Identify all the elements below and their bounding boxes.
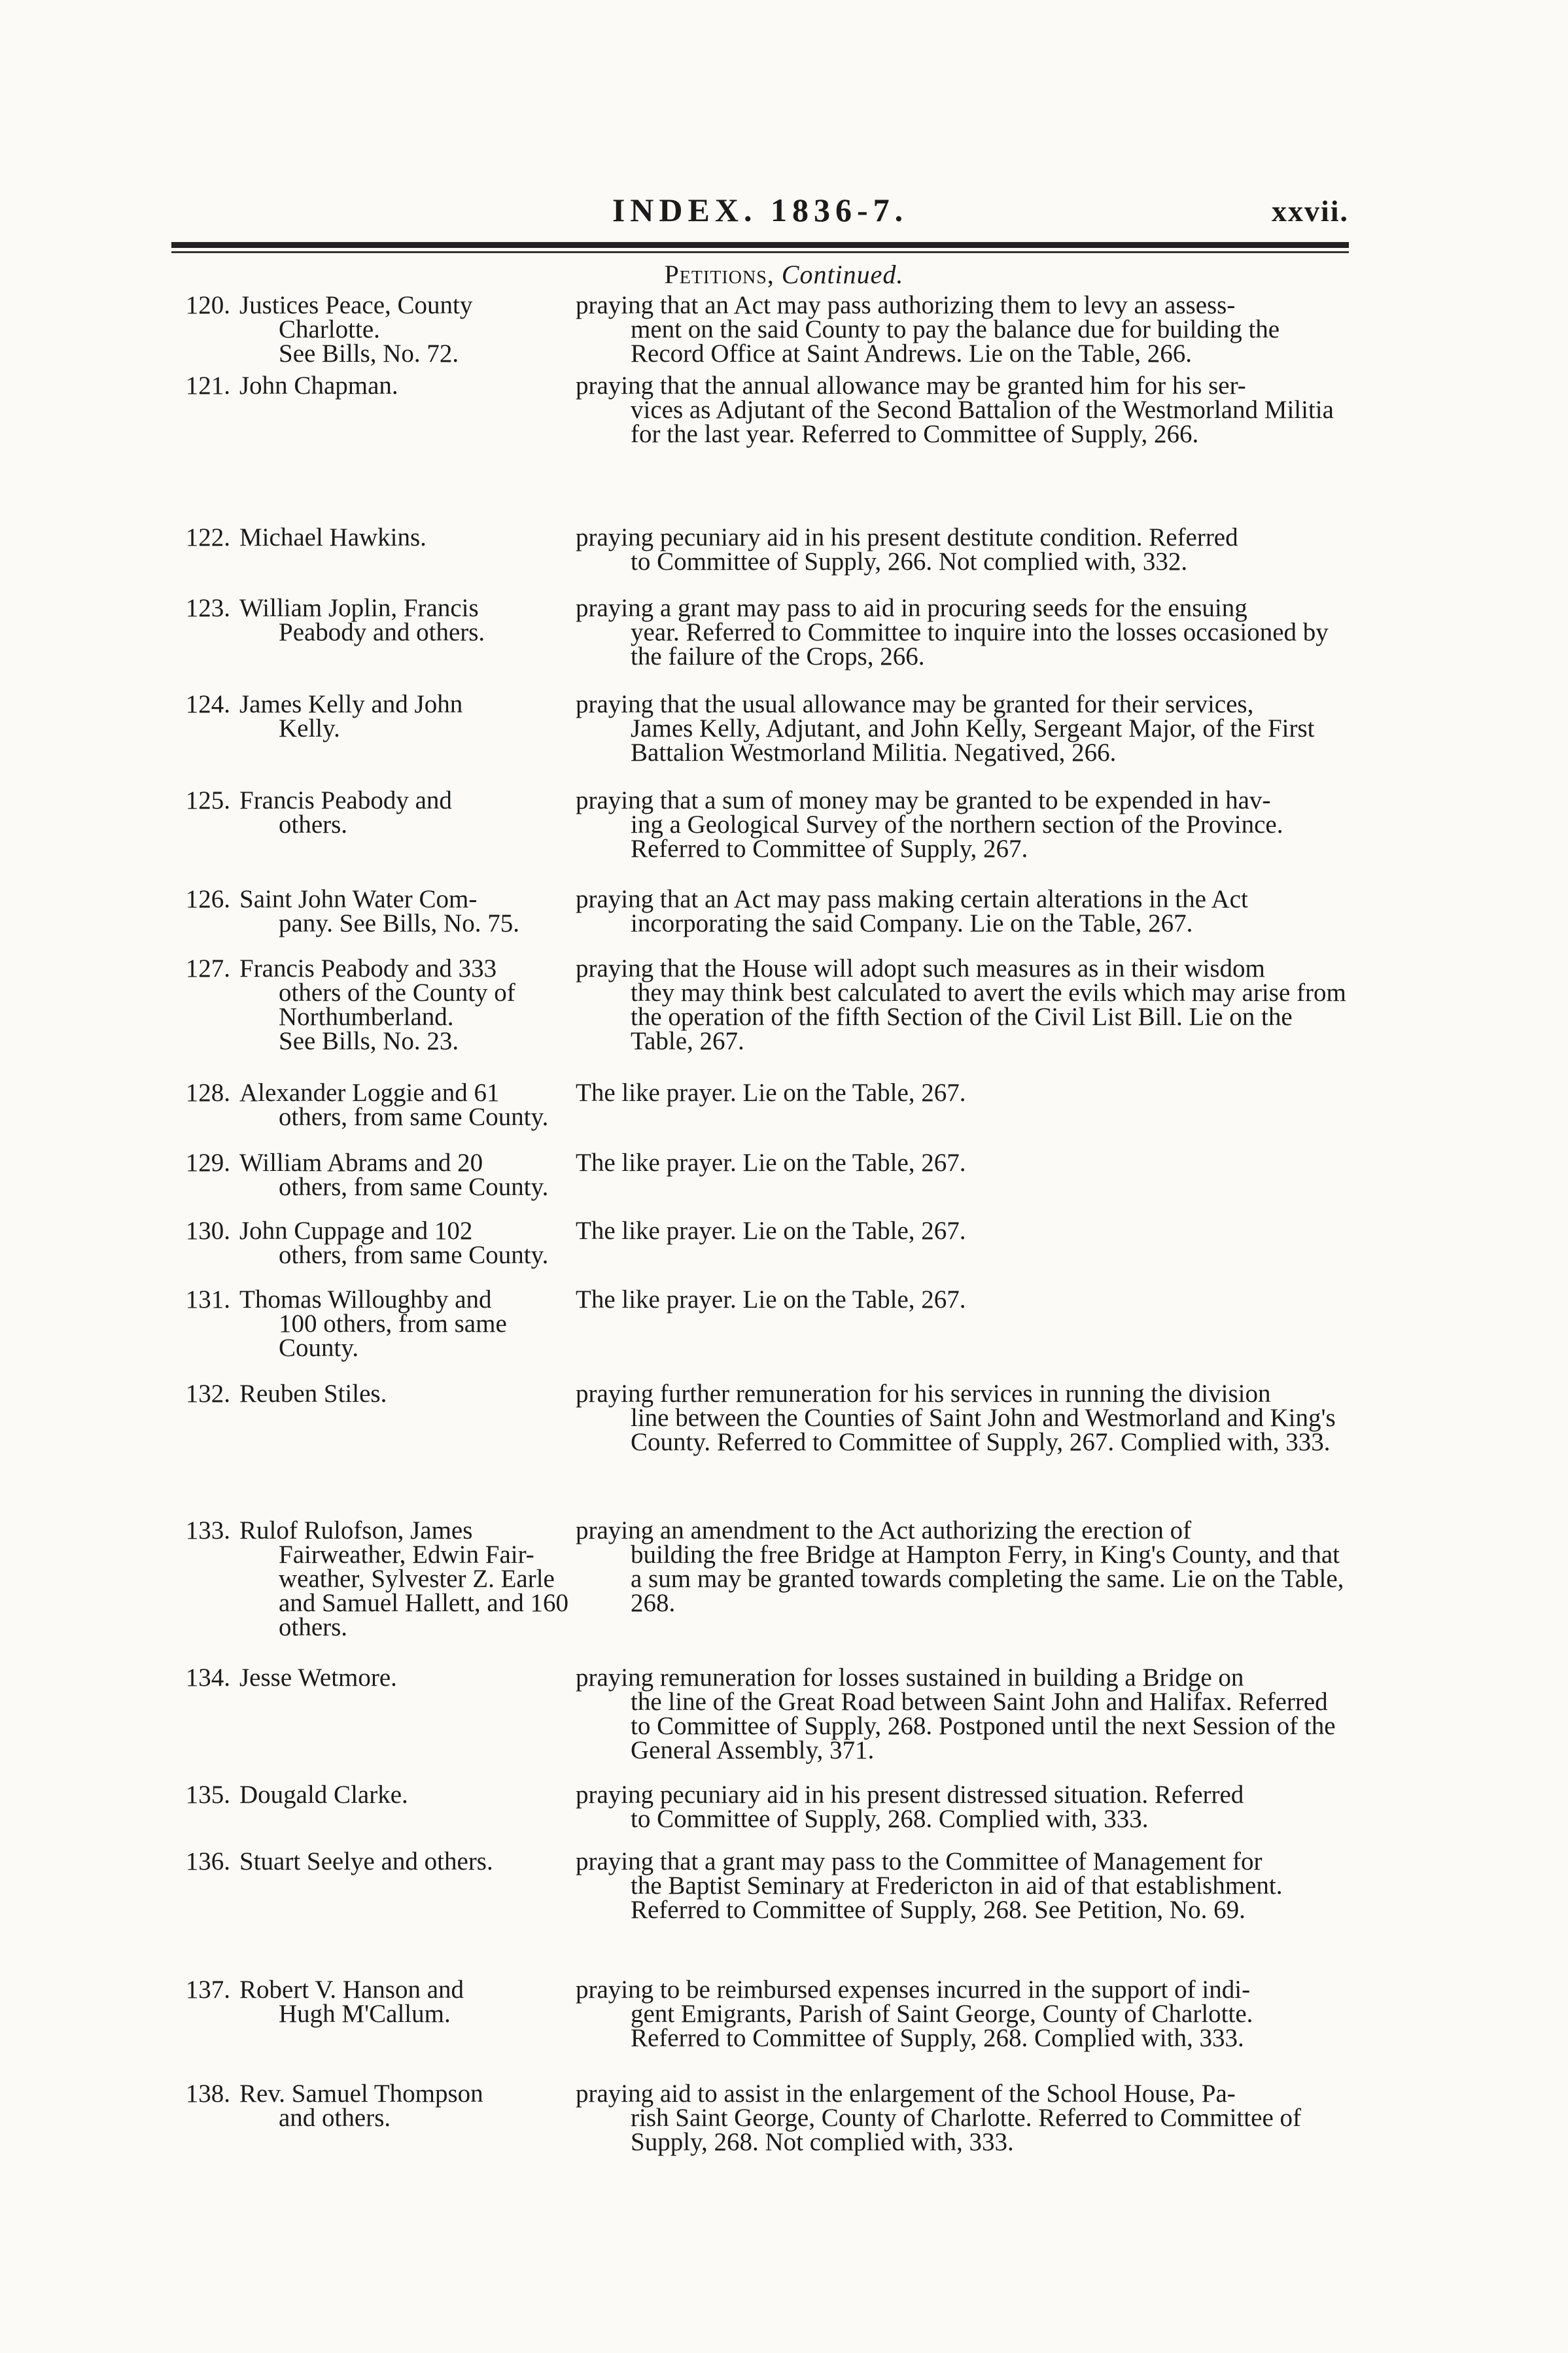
prayer-continuation: ing a Geological Survey of the northern section of the Province. Referred to Committee of Supply, 267.	[631, 810, 1283, 863]
petitioner-name: Stuart Seelye and others.	[239, 1847, 493, 1875]
page-header	[171, 191, 1349, 243]
petitioner-continuation: weather, Sylvester Z. Earle	[279, 1565, 555, 1593]
section-title	[0, 259, 1568, 290]
petition-prayer	[576, 596, 1348, 669]
petition-prayer	[576, 1219, 1348, 1243]
petitioner-continuation: Peabody and others.	[279, 618, 485, 646]
petitioner-continuation: County.	[279, 1334, 359, 1362]
header-rule-thick	[171, 242, 1349, 248]
prayer-first-line: praying that a grant may pass to the Committee of Management for	[576, 1847, 1263, 1875]
prayer-first-line: praying that the House will adopt such measures as in their wisdom	[576, 954, 1265, 983]
petition-number: 127.	[185, 954, 230, 983]
petition-prayer	[576, 2082, 1348, 2154]
petition-number: 125.	[185, 786, 230, 814]
page-number: xxvii.	[1271, 194, 1349, 228]
petitioner-continuation: others, from same County.	[279, 1241, 549, 1269]
petition-number: 126.	[185, 885, 230, 913]
prayer-continuation: James Kelly, Adjutant, and John Kelly, Sergeant Major, of the First Battalion Westmorland Militia. Negatived, 266.	[631, 714, 1315, 767]
petition-prayer	[576, 1081, 1348, 1105]
petitioner-name: Jesse Wetmore.	[239, 1664, 397, 1692]
prayer-continuation: they may think best calculated to avert the evils which may arise from the operation of the fifth Section of the Civil List Bill. Lie on the Table, 267.	[631, 979, 1346, 1055]
petitioner-name: Dougald Clarke.	[239, 1781, 408, 1809]
petitioner-continuation: others.	[279, 1613, 348, 1641]
petitioner-continuation: pany. See Bills, No. 75.	[279, 909, 519, 937]
petition-number: 132.	[185, 1380, 230, 1408]
petitioner-name: Saint John Water Com-	[239, 885, 478, 913]
petition-prayer	[576, 1665, 1348, 1762]
prayer-first-line: praying an amendment to the Act authorizing the erection of	[576, 1516, 1192, 1544]
petitioner-name: Francis Peabody and	[239, 786, 452, 814]
petitioner-continuation: and others.	[279, 2104, 391, 2132]
petitioner-continuation: others of the County of	[279, 979, 515, 1007]
prayer-first-line: The like prayer. Lie on the Table, 267.	[576, 1079, 966, 1107]
petition-prayer	[576, 956, 1348, 1053]
petitioner-name: Robert V. Hanson and	[239, 1976, 464, 2004]
prayer-first-line: The like prayer. Lie on the Table, 267.	[576, 1217, 966, 1245]
petition-number: 123.	[185, 594, 230, 622]
header-rule-thin	[171, 251, 1349, 253]
petition-prayer	[576, 293, 1348, 366]
prayer-first-line: praying further remuneration for his services in running the division	[576, 1380, 1271, 1408]
prayer-first-line: praying that the annual allowance may be granted him for his ser-	[576, 372, 1246, 400]
petitioner-continuation: Northumberland.	[279, 1003, 454, 1031]
petitioner-continuation: See Bills, No. 23.	[279, 1027, 459, 1055]
petitioner-continuation: others, from same County.	[279, 1103, 549, 1131]
petitioner-name: Reuben Stiles.	[239, 1380, 387, 1408]
petitioner-continuation: Kelly.	[279, 714, 340, 742]
petition-number: 129.	[185, 1149, 230, 1177]
prayer-first-line: praying that a sum of money may be granted to be expended in hav-	[576, 786, 1271, 814]
petitioner-continuation: 100 others, from same	[279, 1310, 507, 1338]
section-title-continued: Continued.	[781, 260, 904, 289]
prayer-continuation: to Committee of Supply, 268. Complied with, 333.	[631, 1805, 1149, 1833]
prayer-first-line: praying a grant may pass to aid in procuring seeds for the ensuing	[576, 594, 1247, 622]
petition-number: 122.	[185, 523, 230, 551]
petitioner-name: William Abrams and 20	[239, 1149, 483, 1177]
petition-number: 138.	[185, 2080, 230, 2108]
petition-number: 131.	[185, 1285, 230, 1314]
prayer-first-line: praying that an Act may pass making certain alterations in the Act	[576, 885, 1248, 913]
petitioner-name: Justices Peace, County	[239, 291, 473, 319]
prayer-continuation: line between the Counties of Saint John and Westmorland and King's County. Referred to Committee of Supply, 267. Complied with, 333.	[631, 1404, 1336, 1456]
petition-number: 121.	[185, 372, 230, 400]
petitioner-continuation: See Bills, No. 72.	[279, 340, 459, 368]
petitioner-name: William Joplin, Francis	[239, 594, 479, 622]
petitioner-continuation: Hugh M'Callum.	[279, 2000, 451, 2028]
petitioner-name: Rev. Samuel Thompson	[239, 2080, 483, 2108]
petition-prayer	[576, 1151, 1348, 1175]
prayer-continuation: rish Saint George, County of Charlotte. Referred to Committee of Supply, 268. Not complied with, 333.	[631, 2104, 1301, 2156]
page-title: INDEX. 1836-7.	[612, 192, 909, 228]
petitioner-continuation: Fairweather, Edwin Fair-	[279, 1541, 534, 1569]
prayer-first-line: The like prayer. Lie on the Table, 267.	[576, 1285, 966, 1314]
petitioner-name: Michael Hawkins.	[239, 523, 427, 551]
petitioner-name: Rulof Rulofson, James	[239, 1516, 473, 1544]
prayer-continuation: building the free Bridge at Hampton Ferry, in King's County, and that a sum may be granted towards completing the same. Lie on the Table, 268.	[631, 1541, 1344, 1617]
prayer-continuation: ment on the said County to pay the balance due for building the Record Office at Saint Andrews. Lie on the Table, 266.	[631, 315, 1280, 368]
petition-number: 128.	[185, 1079, 230, 1107]
petition-prayer	[576, 887, 1348, 935]
prayer-first-line: The like prayer. Lie on the Table, 267.	[576, 1149, 966, 1177]
petitioner-name: John Cuppage and 102	[239, 1217, 473, 1245]
petition-prayer	[576, 1849, 1348, 1922]
prayer-first-line: praying pecuniary aid in his present destitute condition. Referred	[576, 523, 1238, 551]
prayer-continuation: year. Referred to Committee to inquire into the losses occasioned by the failure of the Crops, 266.	[631, 618, 1329, 671]
petitioner-continuation: and Samuel Hallett, and 160	[279, 1589, 568, 1617]
prayer-first-line: praying that the usual allowance may be granted for their services,	[576, 690, 1254, 718]
petitioner-continuation: others.	[279, 810, 348, 839]
prayer-continuation: the line of the Great Road between Saint John and Halifax. Referred to Committee of Supply, 268. Postponed until the next Session of the General Assembly, 371.	[631, 1688, 1336, 1764]
petition-number: 124.	[185, 690, 230, 718]
prayer-first-line: praying pecuniary aid in his present distressed situation. Referred	[576, 1781, 1244, 1809]
petitioner-continuation: others, from same County.	[279, 1173, 549, 1201]
petitioner-name: Francis Peabody and 333	[239, 954, 497, 983]
prayer-continuation: vices as Adjutant of the Second Battalion of the Westmorland Militia for the last year. Referred to Committee of Supply, 266.	[631, 396, 1334, 448]
petitioner-name: Thomas Willoughby and	[239, 1285, 492, 1314]
prayer-continuation: the Baptist Seminary at Fredericton in aid of that establishment. Referred to Committee of Supply, 268. See Petition, No. 69.	[631, 1872, 1283, 1924]
petition-prayer	[576, 525, 1348, 574]
petition-prayer	[576, 374, 1348, 446]
petition-number: 133.	[185, 1516, 230, 1544]
prayer-continuation: gent Emigrants, Parish of Saint George, County of Charlotte. Referred to Committee of Supply, 268. Complied with, 333.	[631, 2000, 1253, 2052]
petition-prayer	[576, 1287, 1348, 1312]
petition-prayer	[576, 692, 1348, 765]
section-title-main: Petitions,	[664, 260, 775, 289]
prayer-first-line: praying aid to assist in the enlargement of the School House, Pa-	[576, 2080, 1236, 2108]
petitioner-continuation: Charlotte.	[279, 315, 380, 343]
petition-number: 135.	[185, 1781, 230, 1809]
petitioner-name: John Chapman.	[239, 372, 398, 400]
petition-number: 136.	[185, 1847, 230, 1875]
prayer-first-line: praying to be reimbursed expenses incurred in the support of indi-	[576, 1976, 1251, 2004]
petition-prayer	[576, 1978, 1348, 2050]
petition-prayer	[576, 1382, 1348, 1454]
petitioner-name: James Kelly and John	[239, 690, 463, 718]
prayer-continuation: to Committee of Supply, 266. Not complied with, 332.	[631, 548, 1188, 576]
petition-number: 130.	[185, 1217, 230, 1245]
prayer-continuation: incorporating the said Company. Lie on the Table, 267.	[631, 909, 1193, 937]
petition-number: 134.	[185, 1664, 230, 1692]
petition-prayer	[576, 788, 1348, 861]
prayer-first-line: praying that an Act may pass authorizing them to levy an assess-	[576, 291, 1236, 319]
petition-number: 137.	[185, 1976, 230, 2004]
petition-number: 120.	[185, 291, 230, 319]
petition-prayer	[576, 1518, 1348, 1615]
prayer-first-line: praying remuneration for losses sustained in building a Bridge on	[576, 1664, 1244, 1692]
petition-prayer	[576, 1783, 1348, 1831]
petitioner-name: Alexander Loggie and 61	[239, 1079, 500, 1107]
